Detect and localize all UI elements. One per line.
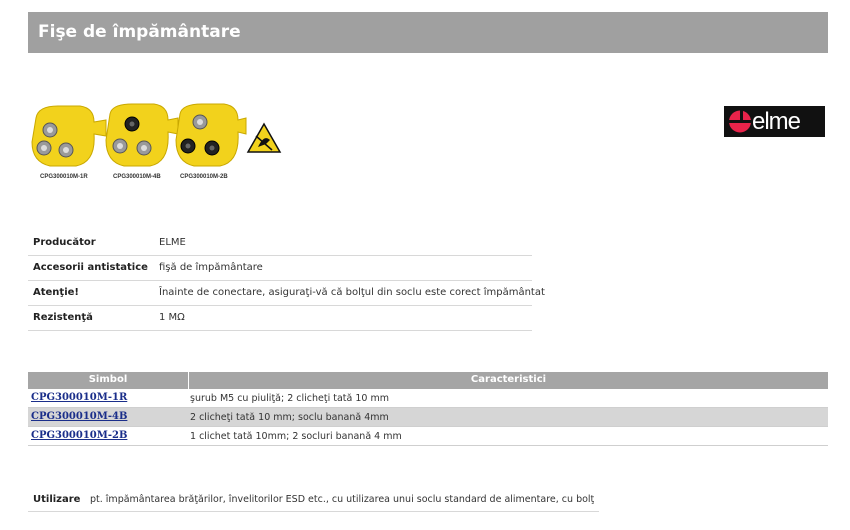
product-table <box>28 372 828 446</box>
product-code-link[interactable]: CPG300010M-2B <box>31 430 128 441</box>
photo-label-1r: CPG300010M-1R <box>40 174 88 180</box>
table-row <box>28 427 828 446</box>
plug-1r-image <box>32 106 106 166</box>
column-header-symbol: Simbol <box>88 374 128 385</box>
spec-row <box>28 281 545 306</box>
page-header <box>28 12 828 53</box>
product-photo <box>28 100 288 188</box>
product-description: şurub M5 cu piuliţă; 2 clicheţi tată 10 mm <box>190 393 389 404</box>
usage-row <box>28 488 599 512</box>
logo-text: elme <box>752 108 801 135</box>
specs-table <box>28 231 545 331</box>
table-row <box>28 389 828 408</box>
spec-value: 1 MΩ <box>159 312 185 323</box>
logo-mark-icon <box>726 106 754 137</box>
product-description: 1 clichet tată 10mm; 2 socluri banană 4 mm <box>190 431 402 442</box>
plug-2b-image <box>176 104 246 166</box>
table-header <box>28 372 828 389</box>
spec-value: ELME <box>159 237 186 248</box>
spec-label: Accesorii antistatice <box>33 262 148 273</box>
spec-label: Producător <box>33 237 96 248</box>
page-title: Fişe de împământare <box>38 22 241 42</box>
photo-label-2b: CPG300010M-2B <box>180 174 228 180</box>
spec-label: Rezistenţă <box>33 312 93 323</box>
spec-value: Înainte de conectare, asiguraţi-vă că bolţul din soclu este corect împământat <box>159 287 545 298</box>
column-header-characteristics: Caracteristici <box>470 374 547 385</box>
usage-text: pt. împământarea brăţărilor, învelitorilor ESD etc., cu utilizarea unui soclu standard de alimentare, cu bolţ <box>90 494 595 505</box>
spec-row <box>28 256 532 281</box>
spec-row <box>28 231 532 256</box>
product-code-link[interactable]: CPG300010M-4B <box>31 411 128 422</box>
spec-row <box>28 306 532 331</box>
spec-label: Atenţie! <box>33 287 79 298</box>
photo-label-4b: CPG300010M-4B <box>113 174 161 180</box>
brand-logo <box>724 106 825 137</box>
plug-4b-image <box>106 104 178 166</box>
esd-warning-icon <box>248 124 280 152</box>
product-description: 2 clicheţi tată 10 mm; soclu banană 4mm <box>190 412 389 423</box>
spec-value: fişă de împământare <box>159 262 263 273</box>
usage-label: Utilizare <box>33 494 81 505</box>
table-row <box>28 408 828 427</box>
product-code-link[interactable]: CPG300010M-1R <box>31 392 128 403</box>
